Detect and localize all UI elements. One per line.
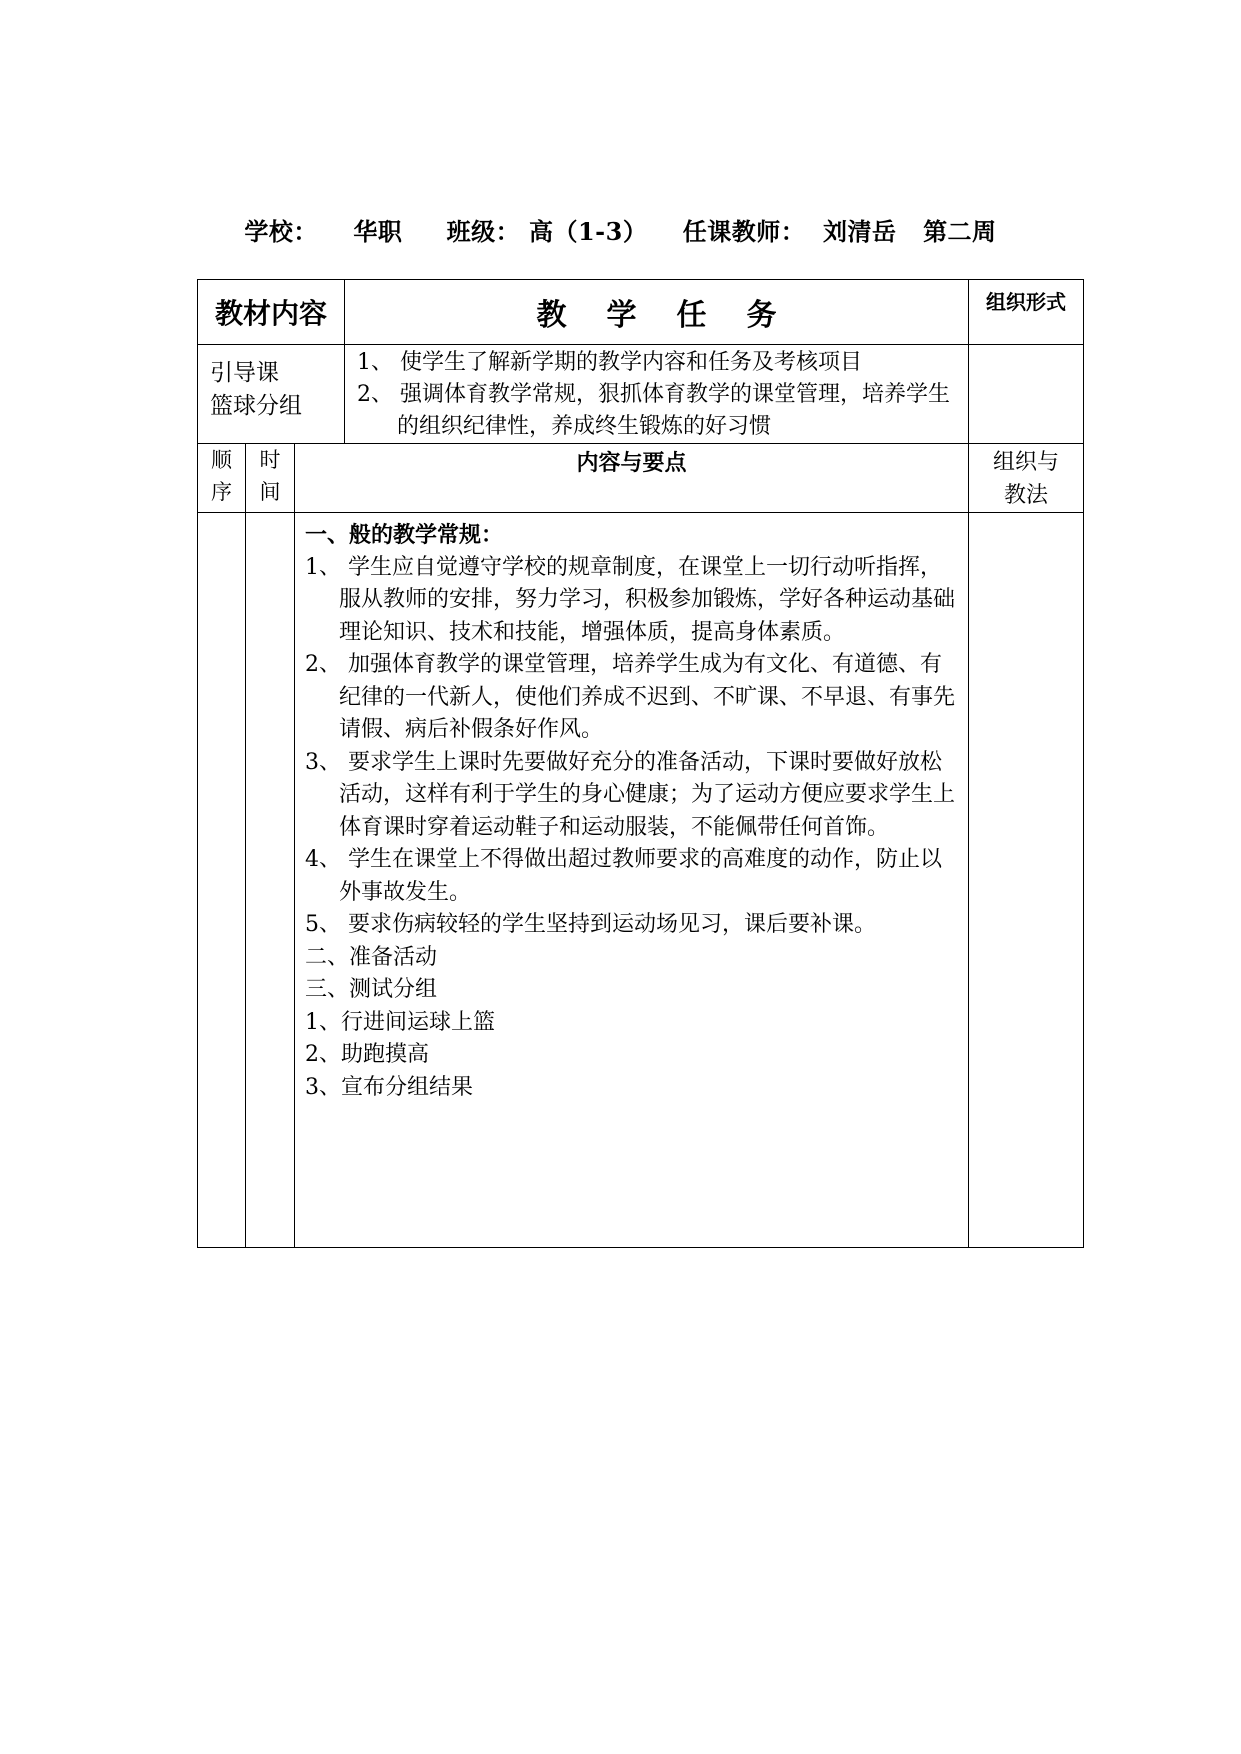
table-header-row xyxy=(198,280,1084,345)
content-title: 一、般的教学常规： xyxy=(305,522,504,548)
order-cell xyxy=(198,513,246,1248)
method-header-line: 教法 xyxy=(1003,483,1048,508)
lesson-row xyxy=(198,345,1084,444)
sub-item: 1、行进间运球上篮 xyxy=(305,1009,495,1035)
week-label: 第二周 xyxy=(923,217,997,246)
order-header-char: 序 xyxy=(211,480,232,504)
lesson-cell xyxy=(198,345,345,444)
lesson-line: 引导课 xyxy=(210,360,279,386)
content-item: 2、 加强体育教学的课堂管理，培养学生成为有文化、有道德、有纪律的一代新人，使他们养成不迟到、不旷课、不早退、有事先请假、病后补假条好作风。 xyxy=(305,652,956,742)
document-header xyxy=(0,212,1241,247)
content-item: 3、 要求学生上课时先要做好充分的准备活动，下课时要做好放松活动，这样有利于学生的身心健康；为了运动方便应要求学生上体育课时穿着运动鞋子和运动服装，不能佩带任何首饰。 xyxy=(305,749,956,840)
class-label: 班级： xyxy=(446,217,521,246)
class-name: 高（1-3） xyxy=(528,217,648,246)
teacher-name: 刘清岳 xyxy=(822,217,897,246)
school-name: 华职 xyxy=(353,217,403,246)
time-header-char: 间 xyxy=(259,480,281,504)
order-header-char: 顺 xyxy=(211,448,232,472)
form-header: 组织形式 xyxy=(969,280,1084,345)
section-warmup: 二、准备活动 xyxy=(305,944,438,970)
school-label: 学校： xyxy=(244,217,318,246)
lesson-line: 篮球分组 xyxy=(210,393,302,419)
time-cell xyxy=(246,513,295,1248)
teacher-label: 任课教师： xyxy=(682,217,806,246)
tasks-header: 教学任务 xyxy=(345,280,969,345)
section-grouping: 三、测试分组 xyxy=(305,977,438,1002)
material-header: 教材内容 xyxy=(198,280,345,345)
sub-header-row xyxy=(198,444,1084,513)
content-row xyxy=(198,513,1084,1248)
content-header: 内容与要点 xyxy=(295,444,969,513)
content-cell xyxy=(295,513,969,1248)
order-header xyxy=(198,444,246,513)
sub-item: 2、助跑摸高 xyxy=(305,1042,429,1067)
task-item: 1、 使学生了解新学期的教学内容和任务及考核项目 xyxy=(357,350,862,375)
time-header xyxy=(246,444,295,513)
task-item: 2、 强调体育教学常规，狠抓体育教学的课堂管理，培养学生的组织纪律性，养成终生锻炼的好习惯 xyxy=(357,382,950,439)
method-header-line: 组织与 xyxy=(992,450,1059,475)
method-header xyxy=(969,444,1084,513)
method-cell xyxy=(969,513,1084,1248)
content-item: 1、 学生应自觉遵守学校的规章制度，在课堂上一切行动听指挥，服从教师的安排，努力学习，积极参加锻炼，学好各种运动基础理论知识、技术和技能，增强体质，提高身体素质。 xyxy=(305,554,956,645)
content-item: 4、 学生在课堂上不得做出超过教师要求的高难度的动作，防止以外事故发生。 xyxy=(305,847,942,905)
content-item: 5、 要求伤病较轻的学生坚持到运动场见习，课后要补课。 xyxy=(305,912,876,937)
lesson-plan-table xyxy=(197,279,1084,1248)
form-cell xyxy=(969,345,1084,444)
time-header-char: 时 xyxy=(259,448,281,472)
tasks-cell xyxy=(345,345,969,444)
sub-item: 3、宣布分组结果 xyxy=(305,1074,473,1100)
